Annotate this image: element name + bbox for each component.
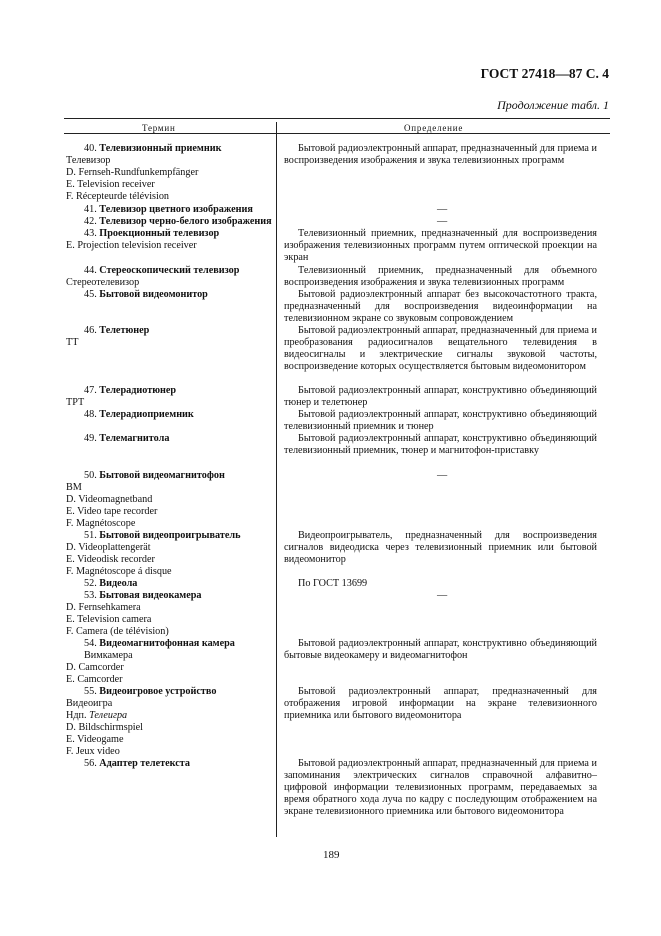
term-55-abbr: Видеоигра [66, 698, 113, 709]
definition-46: Бытовой радиоэлектронный аппарат, предназначенный для приема и преобразования радиосигналов вещательного телевидения в видеосигналы и электрические сигналы звуковой частоты, воспроизведение которых осуществляется бытовым видеомонитором [284, 325, 597, 372]
term-48: 48. Телерадиоприемник [84, 409, 194, 420]
table-header-rule [64, 133, 610, 134]
term-54: 54. Видеомагнитофонная камера [84, 638, 235, 649]
column-header-term: Термин [142, 123, 176, 133]
definition-52: По ГОСТ 13699 [298, 578, 368, 589]
definition-44: Телевизионный приемник, предназначенный для объемного воспроизведения изображения и звука телевизионных программ [284, 265, 597, 288]
term-49: 49. Телемагнитола [84, 433, 170, 444]
term-40: 40. Телевизионный приемник [84, 143, 222, 154]
definition-51: Видеопроигрыватель, предназначенный для воспроизведения сигналов видеодиска через телевизионный приемник или бытовой видеомонитор [284, 530, 597, 565]
term-43: 43. Проекционный телевизор [84, 228, 220, 239]
definition-53: — [437, 590, 448, 601]
term-50-abbr: ВМ [66, 482, 82, 493]
term-51: 51. Бытовой видеопроигрыватель [84, 530, 241, 541]
term-54-de: D. Camcorder [66, 662, 124, 673]
term-50-de: D. Videomagnetband [66, 494, 153, 505]
page-number: 189 [323, 849, 340, 861]
column-header-definition: Определение [404, 123, 464, 133]
definition-49: Бытовой радиоэлектронный аппарат, конструктивно объединяющий телевизионный приемник, тюнер и магнитофон-приставку [284, 433, 597, 456]
term-50-fr: F. Magnétoscope [66, 518, 136, 529]
term-51-en: E. Videodisk recorder [66, 554, 155, 565]
term-52: 52. Видеола [84, 578, 138, 589]
term-53-fr: F. Camera (de télévision) [66, 626, 169, 637]
definition-48: Бытовой радиоэлектронный аппарат, конструктивно объединяющий телевизионный приемник и тюнер [284, 409, 597, 432]
definition-42: — [437, 216, 448, 227]
term-55-fr: F. Jeux video [66, 746, 120, 757]
term-50-en: E. Video tape recorder [66, 506, 158, 517]
term-46: 46. Телетюнер [84, 325, 150, 336]
definition-54: Бытовой радиоэлектронный аппарат, конструктивно объединяющий бытовые видеокамеру и видеомагнитофон [284, 638, 597, 661]
term-47-abbr: ТРТ [66, 397, 85, 408]
term-40-en: E. Television receiver [66, 179, 155, 190]
term-55-en: E. Videogame [66, 734, 124, 745]
definition-47: Бытовой радиоэлектронный аппарат, конструктивно объединяющий тюнер и телетюнер [284, 385, 597, 408]
term-40-de: D. Fernseh-Rundfunkempfänger [66, 167, 199, 178]
document-header: ГОСТ 27418—87 С. 4 [480, 66, 609, 81]
term-54-en: E. Camcorder [66, 674, 123, 685]
term-44-abbr: Стереотелевизор [66, 277, 140, 288]
definition-55: Бытовой радиоэлектронный аппарат, предназначенный для отображения игровой информации на экране телевизионного приемника или бытового видеомонитора [284, 686, 597, 721]
definition-50: — [437, 470, 448, 481]
term-55: 55. Видеоигровое устройство [84, 686, 217, 697]
term-46-abbr: ТТ [66, 337, 79, 348]
term-43-en: E. Projection television receiver [66, 240, 197, 251]
term-44: 44. Стереоскопический телевизор [84, 265, 240, 276]
term-41: 41. Телевизор цветного изображения [84, 204, 253, 215]
term-53-de: D. Fernsehkamera [66, 602, 141, 613]
definition-56: Бытовой радиоэлектронный аппарат, предназначенный для приема и запоминания электрических сигналов справочной алфавитно–цифровой информации телевизионных программ, передаваемых за время обратного хода луча по кадру с последующим отображением на экране телевизионного приемника или бытового видеомонитора [284, 758, 597, 817]
definition-41: — [437, 204, 448, 215]
table-top-rule [64, 118, 610, 119]
term-42: 42. Телевизор черно-белого изображения [84, 216, 272, 227]
term-47: 47. Телерадиотюнер [84, 385, 177, 396]
term-56: 56. Адаптер телетекста [84, 758, 191, 769]
term-55-nlp: Ндп. Телеигра [66, 710, 128, 721]
column-divider [276, 122, 277, 837]
definition-40: Бытовой радиоэлектронный аппарат, предназначенный для приема и воспроизведения изображения и звука телевизионных программ [284, 143, 597, 166]
term-45: 45. Бытовой видеомонитор [84, 289, 208, 300]
term-55-de: D. Bildschirmspiel [66, 722, 143, 733]
definition-43: Телевизионный приемник, предназначенный для воспроизведения изображения телевизионных программ путем оптической проекции на экран [284, 228, 597, 263]
term-40-fr: F. Récepteurde télévision [66, 191, 170, 202]
term-53: 53. Бытовая видеокамера [84, 590, 202, 601]
term-50: 50. Бытовой видеомагнитофон [84, 470, 225, 481]
term-40-abbr: Телевизор [66, 155, 111, 166]
term-54-abbr: Вимкамера [84, 650, 133, 661]
table-continuation: Продолжение табл. 1 [497, 98, 609, 112]
term-51-fr: F. Magnétoscope á disque [66, 566, 172, 577]
term-51-de: D. Videoplattengerät [66, 542, 151, 553]
definition-45: Бытовой радиоэлектронный аппарат без высокочастотного тракта, предназначенный для воспроизведения видеоинформации на телевизионном экране со звуковым сопровождением [284, 289, 597, 324]
term-53-en: E. Television camera [66, 614, 152, 625]
